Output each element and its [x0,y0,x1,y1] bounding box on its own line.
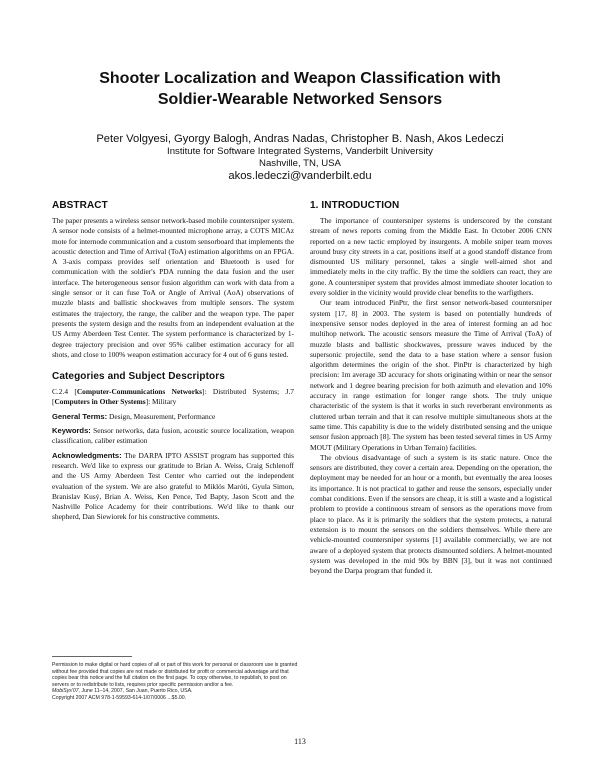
intro-heading: 1. INTRODUCTION [310,200,400,211]
keywords [52,426,294,447]
author-institute: Institute for Software Integrated Systems, Vanderbilt University [167,146,433,157]
right-column [310,200,552,576]
categories-text [52,387,294,408]
intro-paragraph-2: Our team introduced PinPtr, the first sensor network-based countersniper system [17, 8] in 2003. The system is based on potentially hundreds of inexpensive sensor nodes deployed in the area of interest forming an ad hoc multihop network. The acoustic sensors measure the Time of Arrival (ToA) of muzzle blasts and ballistic shockwaves, pressure waves induced by the supersonic projectile, send the data to a base station where a sensor fusion algorithm determines the origin of the shot. PinPtr is characterized by high precision: 1m average 3D accuracy for shots originating within or near the sensor network and 1 degree bearing precision for both azimuth and elevation and 10% accuracy in range estimation for longer range shots. The truly unique characteristic of the system is that it works in such reverberant environments as cluttered urban terrain and that it can resolve multiple simultaneous shots at the same time. This capability is due to the widely distributed sensing and the unique sensor fusion approach [8]. The system has been tested several times in US Army MOUT (Military Operations in Urban Terrain) facilities. [310,298,552,452]
abstract-heading: ABSTRACT [52,200,108,211]
title-line-2: Soldier-Wearable Networked Sensors [157,91,443,108]
paper-title [40,68,560,110]
categories-c1-bold: Computer-Communications Networks [76,387,202,397]
conference-details: June 11–14, 2007, San Juan, Puerto Rico, USA. [80,688,193,695]
copyright-line: Copyright 2007 ACM 978-1-59593-614-1/07/0006 ...$5.00. [52,694,187,701]
conference-line [52,688,298,695]
general-terms-text: Design, Measurement, Performance [107,411,216,421]
keywords-text: Sensor networks, data fusion, acoustic source localization, weapon classification, caliber estimation [52,426,294,446]
permission-text: Permission to make digital or hard copies of all or part of this work for personal or classroom use is granted without fee provided that copies are not made or distributed for profit or commercial advantage and that copies bear this notice and the full citation on the first page. To copy otherwise, to republish, to post on servers or to redistribute to lists, requires prior specific permission and/or a fee. [52,662,298,688]
categories-heading: Categories and Subject Descriptors [52,371,225,383]
footnote-divider [52,656,132,657]
conference-name: MobiSys'07, [52,688,81,695]
page-number: 113 [294,737,306,746]
title-line-1: Shooter Localization and Weapon Classification with [99,70,501,87]
categories-c1-rest: ]: Distributed Systems; J.7 [ [52,387,294,407]
general-terms-label: General Terms: [52,411,108,421]
intro-paragraph-1: The importance of countersniper systems is underscored by the constant stream of news reports coming from the Middle East. In October 2006 CNN reported on a new tactic employed by insurgents. A mobile sniper team moves around busy city streets in a car, positions itself at a good standoff distance from dismounted US military personnel, takes a single well-aimed shot and immediately melts in the city traffic. By the time the soldiers can react, they are gone. A countersniper system that provides almost immediate shooter location to every soldier in the vicinity would provide clear benefits to the warfigthers. [310,216,552,298]
intro-paragraph-3: The obvious disadvantage of such a system is its static nature. Once the sensors are distributed, they cover a certain area. Depending on the operation, the deployment may be needed for an hour or a month, but eventually the area looses its importance. It is not practical to gather and reuse the sensors, especially under combat conditions. Even if the sensors are cheap, it is still a waste and a logistical problem to provide a continuous stream of sensors as the operations move from place to place. As it is primarily the soldiers that the system protects, a natural extension is to mount the sensors on the soldiers themselves. While there are vehicle-mounted countersniper systems [1] available commercially, we are not aware of a deployed system that protects dismounted soldiers. A helmet-mounted system was developed in the mid 90s by BBN [3], but it was not continued beyond the Darpa program that funded it. [310,452,552,576]
acknowledgments [52,451,294,523]
acknowledgments-text: The DARPA IPTO ASSIST program has supported this research. We'd like to express our gratitude to Brian A. Weiss, Craig Schlenoff and the US Army Aberdeen Test Center who carried out the independent evaluation of the system. We are also grateful to Miklós Maróti, Gyula Simon, Branislav Kusý, Brian A. Weiss, Ken Pence, Ted Bapty, Jason Scott and the Nashville Police Academy for their contributions. We'd like to thank our shepherd, Dan Siewiorek for his constructive comments. [52,450,294,522]
author-email[interactable]: akos.ledeczi@vanderbilt.edu [228,170,372,182]
categories-c1: C.2.4 [ [52,387,77,397]
author-names: Peter Volgyesi, Gyorgy Balogh, Andras Nadas, Christopher B. Nash, Akos Ledeczi [96,133,504,145]
author-location: Nashville, TN, USA [259,157,341,169]
acknowledgments-label: Acknowledgments: [52,450,122,460]
categories-c2-bold: Computers in Other Systems [54,397,146,407]
categories-c2-rest: ]: Military [145,397,177,407]
keywords-label: Keywords: [52,426,91,436]
general-terms [52,412,294,422]
abstract-text: The paper presents a wireless sensor network-based mobile countersniper system. A sensor node consists of a helmet-mounted microphone array, a COTS MICAz mote for internode communication and a custom sensorboard that implements the acoustic detection and Time of Arrival (ToA) estimation algorithms on an FPGA. A 3-axis compass provides self orientation and Bluetooth is used for communication with the soldier's PDA running the data fusion and the user interface. The heterogeneous sensor fusion algorithm can work with data from a single sensor or it can fuse ToA or Angle of Arrival (AoA) observations of muzzle blasts and ballistic shockwaves from multiple sensors. The system estimates the trajectory, the range, the caliber and the weapon type. The paper presents the system design and the results from an independent evaluation at the US Army Aberdeen Test Center. The system performance is characterized by 1-degree trajectory precision and over 95% caliber estimation accuracy for all shots, and close to 100% weapon estimation accuracy for 4 out of 6 guns tested. [52,216,294,359]
left-column [52,200,294,523]
permission-footnote [52,662,298,702]
author-block [40,133,560,183]
